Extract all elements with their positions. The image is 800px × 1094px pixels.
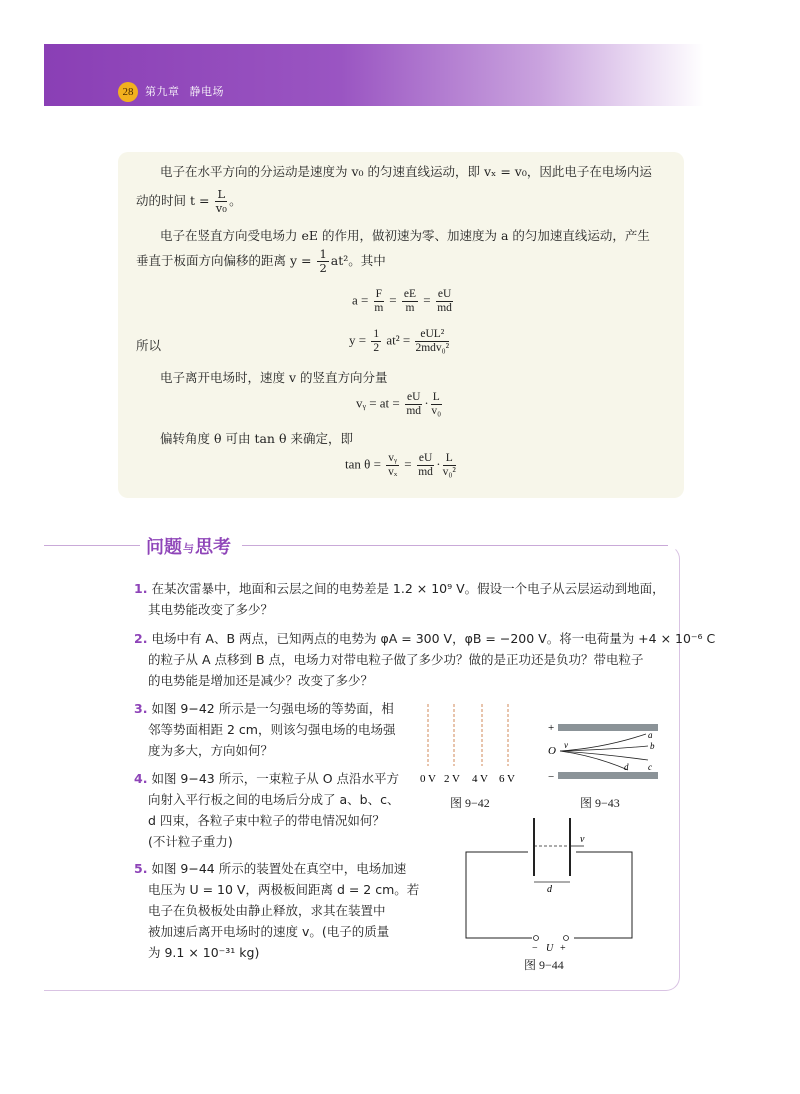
eq1-f1d: m (374, 302, 384, 314)
exit-velocity-label: v (580, 834, 585, 845)
q4-line-1: 如图 9−43 所示，一束粒子从 O 点沿水平方 (151, 771, 400, 786)
eq3-lhs: vᵧ = at = (356, 395, 400, 411)
beam-c (560, 751, 648, 760)
q5-line-1: 如图 9−44 所示的装置处在真空中，电场加速 (151, 861, 407, 876)
fig42-caption: 图 9−42 (450, 796, 490, 810)
chapter-title: 静电场 (189, 86, 224, 98)
eq4-f2n: eU (418, 452, 433, 464)
q1-line-1: 在某次雷暴中，地面和云层之间的电势差是 1.2 × 10⁹ V。假设一个电子从云层运动到地面， (151, 581, 665, 596)
q4-line-4: (不计粒子重力) (148, 834, 233, 849)
question-2 (134, 628, 715, 691)
plate-gap-mask (528, 818, 576, 878)
figure-9-42 (416, 700, 526, 790)
fig42-label-2: 4 V (472, 773, 488, 785)
source-voltage-label: U (546, 943, 554, 952)
eq4-f1d: vₓ (388, 466, 398, 478)
deriv-line-2-end: 。 (229, 193, 242, 208)
terminal-positive (564, 936, 569, 941)
section-title-mid: 与 (183, 542, 194, 555)
q5-line-3: 电子在负极板处由静止释放，求其在装置中 (148, 903, 386, 918)
q5-number: 5. (134, 861, 148, 876)
eq2-mid: at² = (386, 332, 411, 348)
eq2-f1d: 2 (373, 342, 380, 354)
beam-label-c: c (648, 762, 652, 772)
suoyi-label: 所以 (136, 338, 162, 353)
page-number: 28 (118, 82, 138, 102)
minus-sign: − (548, 771, 555, 783)
plus-sign: + (548, 722, 555, 734)
q2-line-3: 的电势能是增加还是减少？改变了多少？ (148, 673, 374, 688)
q1-number: 1. (134, 581, 148, 596)
eq2-f1n: 1 (373, 328, 380, 340)
section-title-a: 问题 (146, 537, 182, 558)
eq4-frac3 (443, 452, 456, 479)
eq1-frac3 (436, 288, 453, 315)
deriv-line-4 (136, 248, 386, 275)
eq4-f3n: L (443, 452, 456, 466)
eq1-frac2 (402, 288, 418, 315)
equation-tan: tan θ = $\frac{\text{vᵧ}}{\text{vₓ}}$ = $\frac{eU}{md}$ · $\frac{L}{\text{v₀²}}$ (345, 452, 456, 478)
equation-acceleration: a = $\frac{F}{m}$ = $\frac{eE}{m}$ = $\frac{eU}{md}$ (352, 288, 452, 314)
q2-number: 2. (134, 631, 148, 646)
eq1-f2n: eE (403, 288, 416, 300)
eq4-frac2 (417, 452, 434, 479)
equation-vy: vᵧ = at = $\frac{eU}{md}$ · $\frac{L}{\text{v₀}}$ (356, 391, 442, 417)
eq2-lhs: y = (349, 332, 367, 348)
header-band (44, 44, 704, 106)
time-fraction (215, 188, 227, 215)
lower-plate (558, 772, 658, 779)
beam-label-b: b (650, 741, 655, 751)
eq2-f2d: 2mdv₀² (415, 342, 450, 354)
beam-label-d: d (624, 762, 629, 772)
q5-line-5: 为 9.1 × 10⁻³¹ kg) (148, 945, 260, 960)
question-1 (134, 578, 665, 620)
eq3-f2d: v₀ (431, 405, 442, 417)
section-title (146, 533, 231, 559)
question-4 (134, 768, 399, 852)
fig42-label-3: 6 V (499, 773, 515, 785)
eq4-lhs: tan θ = (345, 456, 381, 472)
eq1-lhs: a = (352, 292, 369, 308)
origin-label: O (548, 745, 556, 757)
q4-line-3: d 四束，各粒子束中粒子的带电情况如何？ (148, 813, 385, 828)
eq2-frac2 (415, 328, 449, 355)
deriv-line-3: 电子在竖直方向受电场力 eE 的作用，做初速为零、加速度为 a 的匀加速直线运动，产生 (160, 228, 650, 243)
time-den: v₀ (215, 201, 227, 215)
deriv-line-6: 偏转角度 θ 可由 tan θ 来确定，即 (160, 431, 353, 446)
eq1-f3n: eU (437, 288, 452, 300)
eq3-f1n: eU (407, 391, 421, 403)
eq4-frac1 (386, 452, 399, 479)
gap-label: d (547, 884, 552, 895)
equation-displacement (349, 328, 451, 355)
deriv-line-1: 电子在水平方向的分运动是速度为 v₀ 的匀速直线运动，即 vₓ = v₀，因此电子在电场内运 (160, 164, 652, 179)
q4-line-2: 向射入平行板之间的电场后分成了 a、b、c、 (148, 792, 400, 807)
fig42-label-1: 2 V (444, 773, 460, 785)
q3-number: 3. (134, 701, 148, 716)
fig42-label-0: 0 V (420, 773, 436, 785)
fig43-caption: 图 9−43 (580, 796, 620, 810)
chapter-heading (145, 83, 234, 99)
beam-label-a: a (648, 730, 653, 740)
q2-line-2: 的粒子从 A 点移到 B 点，电场力对带电粒子做了多少功？做的是正功还是负功？带电粒子 (148, 652, 644, 667)
eq3-f1d: md (406, 405, 422, 417)
eq1-f2d: m (405, 302, 415, 314)
half-den: 2 (319, 261, 327, 275)
terminal-negative (534, 936, 539, 941)
eq2-f2n: eUL² (415, 328, 449, 342)
section-divider-right (242, 545, 668, 546)
eq4-f3d: v₀² (442, 466, 456, 478)
q2-line-1: 电场中有 A、B 两点，已知两点的电势为 φA = 300 V，φB = −200 V。将一电荷量为 +4 × 10⁻⁶ C (151, 631, 716, 646)
eq3-frac2 (431, 391, 442, 418)
eq1-f3d: md (437, 302, 452, 314)
eq1-f1n: F (375, 288, 383, 300)
q1-line-2: 其电势能改变了多少？ (148, 602, 274, 617)
beam-b (560, 746, 648, 751)
figure-9-44 (460, 812, 640, 952)
deriv-line-5: 电子离开电场时，速度 v 的竖直方向分量 (160, 370, 388, 385)
q3-line-3: 度为多大，方向如何？ (148, 743, 274, 758)
half-fraction (317, 248, 328, 275)
eq3-frac1 (405, 391, 422, 418)
eq2-frac1 (371, 328, 381, 355)
fig44-caption: 图 9−44 (524, 958, 564, 972)
time-num: L (217, 187, 226, 201)
beam-a (560, 734, 646, 751)
deriv-line-4-end: at²。其中 (330, 253, 386, 268)
q5-line-2: 电压为 U = 10 V，两极板间距离 d = 2 cm。若 (148, 882, 420, 897)
velocity-label: v (564, 740, 568, 750)
deriv-line-2 (136, 188, 242, 215)
upper-plate (558, 724, 658, 731)
figure-9-43 (544, 718, 664, 788)
eq1-frac1 (374, 288, 384, 315)
half-num: 1 (319, 247, 327, 261)
question-5 (134, 858, 419, 963)
eq4-f2d: md (418, 466, 433, 478)
q4-number: 4. (134, 771, 148, 786)
chapter-number: 第九章 (145, 86, 180, 98)
section-divider-left (44, 545, 140, 546)
q3-line-1: 如图 9−42 所示是一匀强电场的等势面，相 (151, 701, 394, 716)
section-title-b: 思考 (195, 537, 231, 558)
eq4-f1n: vᵧ (388, 452, 398, 464)
source-plus: + (560, 943, 566, 952)
source-minus: − (532, 943, 538, 952)
q5-line-4: 被加速后离开电场时的速度 v。(电子的质量 (148, 924, 390, 939)
deriv-line-2-text: 动的时间 t = (136, 193, 210, 208)
eq3-f2n: L (432, 391, 440, 403)
deriv-line-4-text: 垂直于板面方向偏移的距离 y = (136, 253, 312, 268)
question-3 (134, 698, 395, 761)
q3-line-2: 邻等势面相距 2 cm，则该匀强电场的电场强 (148, 722, 396, 737)
